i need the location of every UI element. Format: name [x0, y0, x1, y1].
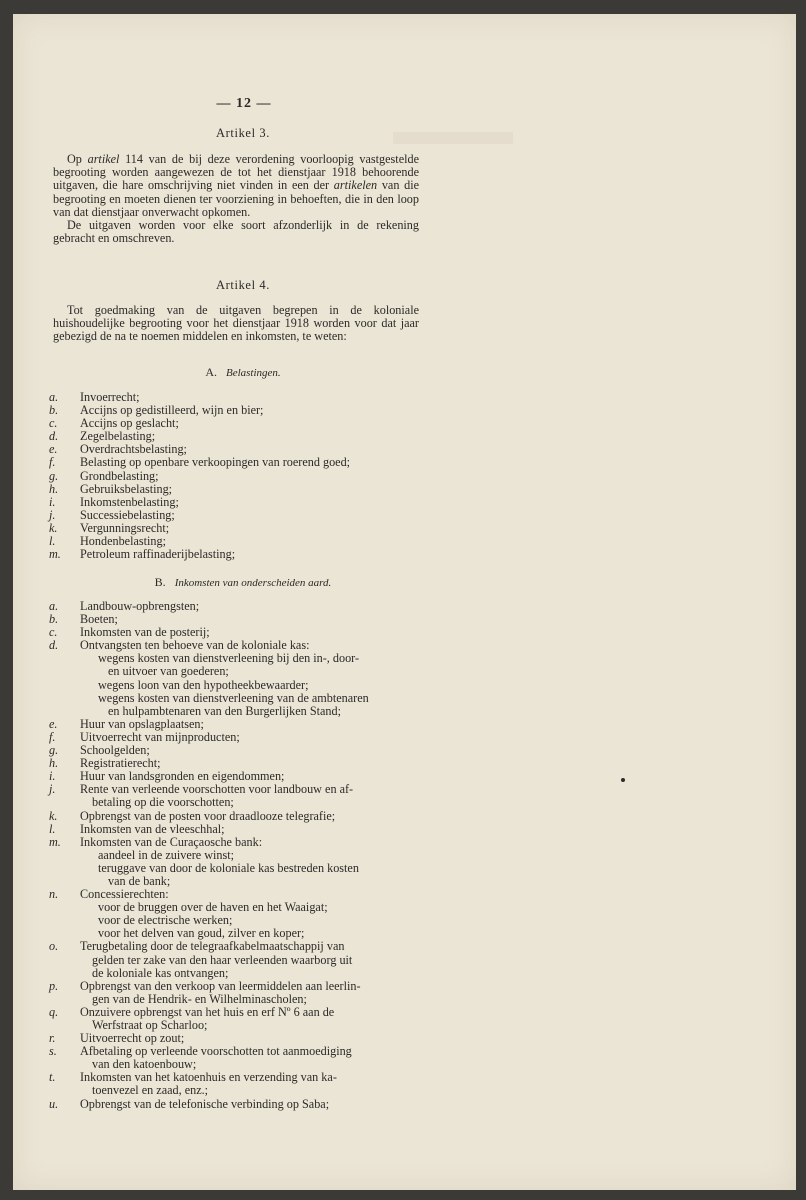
item-text: toenvezel en zaad, enz.; [92, 1083, 209, 1098]
item-text: Gebruiksbelasting; [80, 481, 173, 496]
artikel-3-heading: Artikel 3. [216, 126, 270, 140]
item-text: Concessierechten: [80, 887, 169, 902]
item-letter: a. [49, 599, 59, 613]
item-text: Schoolgelden; [80, 743, 150, 758]
item-text: Boeten; [80, 612, 118, 627]
item-text: van de bank; [108, 873, 171, 888]
item-text: de koloniale kas ontvangen; [92, 965, 229, 980]
item-letter: s. [49, 1044, 57, 1059]
item-text: Hondenbelasting; [80, 534, 166, 549]
list-item [49, 1098, 424, 1111]
item-letter: i. [49, 769, 56, 784]
list-item [49, 548, 424, 561]
item-letter: t. [49, 1070, 56, 1085]
artikel-3-paragraph-1 [53, 153, 419, 219]
item-text: Invoerrecht; [80, 390, 140, 404]
item-text: Huur van opslagplaatsen; [80, 716, 204, 731]
item-letter: i. [49, 494, 56, 509]
section-b-title: Inkomsten van onderscheiden aard. [174, 577, 332, 589]
item-letter: p. [49, 978, 59, 993]
page-number: — 12 — [216, 96, 272, 111]
section-b-letter: B. [154, 575, 166, 589]
section-a-title: Belastingen. [225, 367, 281, 379]
item-text: Opbrengst van den verkoop van leermiddelen aan leerlin- [80, 978, 361, 993]
artikel-4-body [53, 304, 419, 344]
item-text: en hulpambtenaren van den Burgerlijken Stand; [108, 703, 341, 718]
item-text: Ontvangsten ten behoeve van de koloniale kas: [80, 638, 310, 653]
item-text: Uitvoerrecht van mijnproducten; [80, 729, 240, 744]
item-text: Inkomsten van de posterij; [80, 625, 210, 640]
item-text: Inkomsten van de Curaçaosche bank: [80, 834, 263, 849]
item-letter: u. [49, 1096, 59, 1111]
item-letter: m. [49, 834, 61, 849]
item-text: Afbetaling op verleende voorschotten tot aanmoediging [80, 1044, 352, 1059]
item-text: Opbrengst van de telefonische verbinding op Saba; [80, 1096, 330, 1111]
item-text: Rente van verleende voorschotten voor landbouw en af- [80, 782, 354, 797]
item-letter: a. [49, 390, 59, 404]
item-letter: e. [49, 716, 58, 731]
item-letter: g. [49, 743, 59, 758]
item-letter: b. [49, 612, 59, 627]
item-letter: q. [49, 1004, 59, 1019]
item-letter: l. [49, 821, 56, 836]
page-content [13, 14, 796, 1190]
item-text: Inkomsten van het katoenhuis en verzending van ka- [80, 1070, 337, 1085]
item-letter: m. [49, 547, 61, 562]
item-text: van den katoenbouw; [92, 1057, 197, 1072]
item-text: betaling op die voorschotten; [92, 795, 234, 810]
item-text: Accijns op geslacht; [80, 416, 179, 431]
section-a-heading [73, 365, 413, 380]
item-letter: e. [49, 442, 58, 457]
item-text: en uitvoer van goederen; [108, 664, 229, 679]
item-text: Huur van landsgronden en eigendommen; [80, 769, 285, 784]
item-letter: d. [49, 638, 59, 653]
item-text: Uitvoerrecht op zout; [80, 1031, 185, 1046]
item-letter: d. [49, 429, 59, 444]
item-text: wegens kosten van dienstverleening van de ambtenaren [98, 690, 369, 705]
text-run-italic: artikel [87, 152, 120, 166]
section-b-heading [73, 575, 413, 590]
text-run: Op [67, 152, 88, 166]
item-text: Belasting op openbare verkoopingen van roerend goed; [80, 455, 351, 470]
item-text: Zegelbelasting; [80, 429, 156, 444]
item-text: Accijns op gedistilleerd, wijn en bier; [80, 403, 264, 418]
item-text: Overdrachtsbelasting; [80, 442, 187, 457]
item-letter: j. [49, 507, 56, 522]
item-letter: k. [49, 808, 58, 823]
artikel-4-heading: Artikel 4. [216, 278, 270, 292]
list-item [49, 862, 424, 875]
text-run: 114 van de bij deze verordening voorloopig vastgestelde begrooting worden aangewezen de tot het dienstjaar 1918 behoorende uitgaven, die hare omschrijving niet vinden in een der [53, 152, 419, 193]
item-text: gen van de Hendrik- en Wilhelminascholen; [92, 991, 307, 1006]
item-letter: c. [49, 625, 58, 640]
item-letter: b. [49, 403, 59, 418]
item-text: voor de electrische werken; [98, 913, 233, 928]
item-text: wegens loon van den hypotheekbewaarder; [98, 677, 309, 692]
item-text: Registratierecht; [80, 756, 161, 771]
item-letter: r. [49, 1031, 56, 1046]
item-text: aandeel in de zuivere winst; [98, 847, 235, 862]
item-text: Landbouw-opbrengsten; [80, 599, 200, 613]
artikel-4-paragraph-1: Tot goedmaking van de uitgaven begrepen in de koloniale huishoudelijke begrooting voor het dienstjaar 1918 worden voor dat jaar gebezigd de na te noemen middelen en inkomsten, te weten: [53, 303, 419, 344]
item-text: wegens kosten van dienstverleening bij den in-, door- [98, 651, 360, 666]
item-letter: g. [49, 468, 59, 483]
section-a-list [49, 391, 424, 561]
item-text: gelden ter zake van den haar verleenden waarborg uit [92, 952, 353, 967]
item-letter: o. [49, 939, 59, 954]
item-text: Successiebelasting; [80, 507, 175, 522]
item-text: Inkomstenbelasting; [80, 494, 179, 509]
paper-speck [621, 778, 625, 782]
item-letter: c. [49, 416, 58, 431]
item-text: Vergunningsrecht; [80, 520, 170, 535]
item-letter: l. [49, 534, 56, 549]
artikel-3-paragraph-2: De uitgaven worden voor elke soort afzonderlijk in de rekening gebracht en omschreven. [53, 218, 419, 246]
item-letter: h. [49, 756, 59, 771]
text-run-italic: artikelen [333, 178, 378, 193]
section-a-letter: A. [205, 365, 217, 379]
item-text: Petroleum raffinaderijbelasting; [80, 547, 236, 562]
item-text: Onzuivere opbrengst van het huis en erf Nº 6 aan de [80, 1004, 335, 1019]
artikel-3-body [53, 153, 419, 245]
item-letter: f. [49, 455, 56, 470]
item-letter: n. [49, 887, 59, 902]
item-letter: j. [49, 782, 56, 797]
item-text: Werfstraat op Scharloo; [92, 1018, 208, 1032]
item-text: Inkomsten van de vleeschhal; [80, 821, 225, 836]
item-letter: k. [49, 520, 58, 535]
item-letter: h. [49, 481, 59, 496]
item-text: teruggave van door de koloniale kas bestreden kosten [98, 860, 359, 875]
list-item [49, 652, 424, 665]
text-run: van die begrooting en moeten dienen ter voorziening in behoeften, die in den loop van dat dienstjaar onverwacht opkomen. [53, 178, 419, 219]
item-letter: f. [49, 729, 56, 744]
item-text: Grondbelasting; [80, 468, 159, 483]
item-text: Opbrengst van de posten voor draadlooze telegrafie; [80, 808, 336, 823]
item-text: Terugbetaling door de telegraafkabelmaatschappij van [80, 939, 345, 954]
document-page [13, 14, 796, 1190]
section-b-list [49, 600, 424, 1111]
item-text: voor het delven van goud, zilver en koper; [98, 926, 305, 941]
item-text: voor de bruggen over de haven en het Waaigat; [98, 900, 328, 915]
